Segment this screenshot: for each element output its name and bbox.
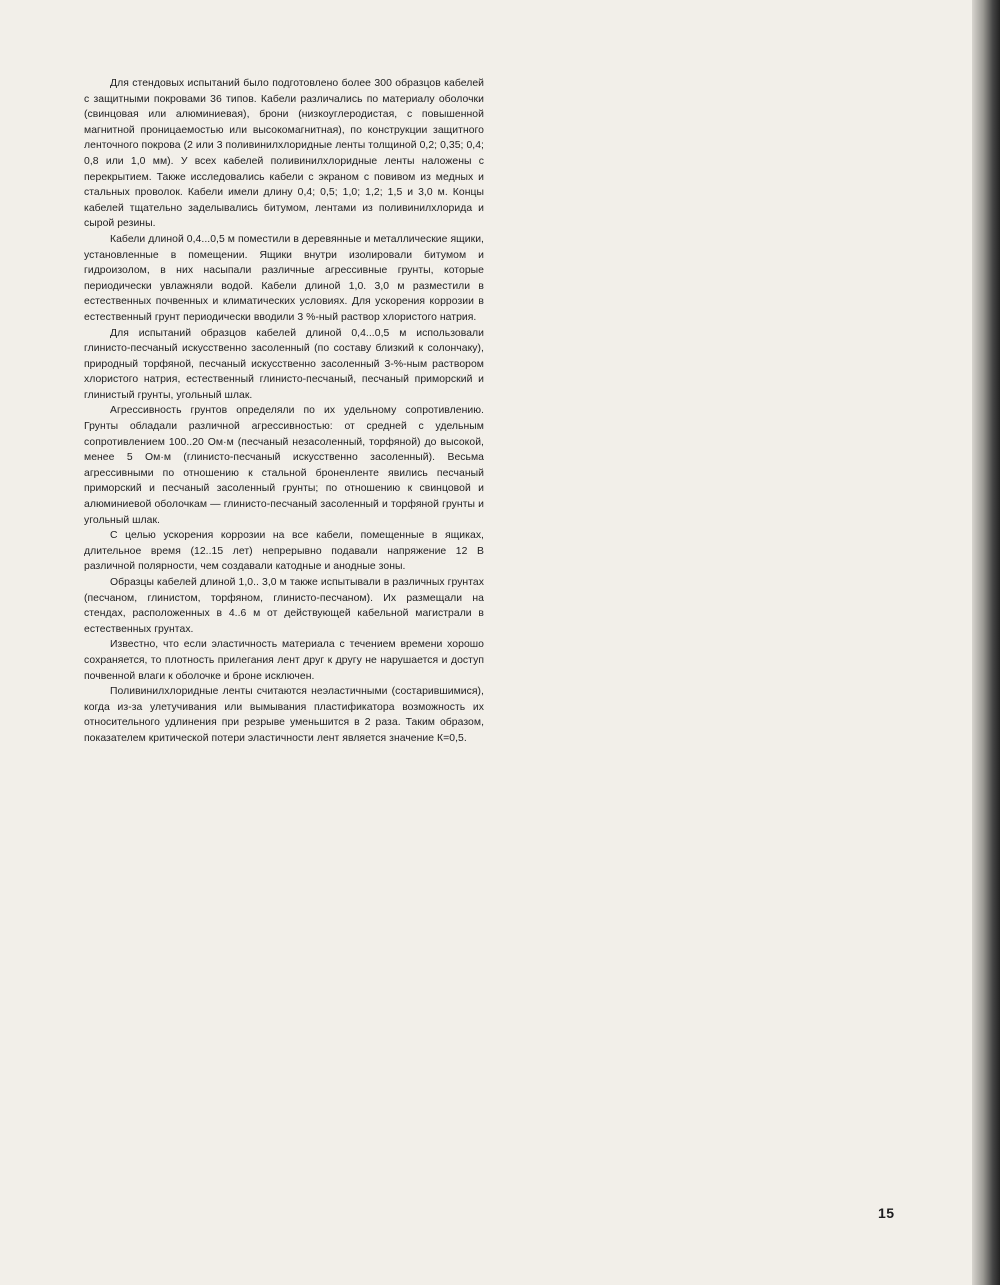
body-paragraph: Кабели длиной 0,4...0,5 м поместили в деревянные и металлические ящики, установленные в помещении. Ящики внутри изолировали битумом и гидроизолом, в них насыпали различные агрессивные грунты, которые периодически увлажняли водой. Кабели длиной 1,0. 3,0 м разместили в естественных почвенных и климатических условиях. Для ускорения коррозии в естественный грунт периодически вводили 3 %-ный раствор хлористого натрия.: [84, 233, 484, 323]
body-paragraph: Для испытаний образцов кабелей длиной 0,4...0,5 м использовали глинисто-песчаный искусственно засоленный (по составу близкий к солончаку), природный торфяной, песчаный искусственно засоленный 3-%-ным раствором хлористого натрия, естественный глинисто-песчаный, песчаный приморский и глинистый грунты, угольный шлак.: [84, 327, 484, 401]
magazine-page: [84, 76, 929, 1246]
body-paragraph: Агрессивность грунтов определяли по их удельному сопротивлению. Грунты обладали различной агрессивностью: от средней с удельным сопротивлением 100..20 Ом·м (песчаный незасоленный, торфяной) до высокой, менее 5 Ом·м (глинисто-песчаный искусственно засоленный). Весьма агрессивными по отношению к стальной броненленте явились песчаный приморский и песчаный засоленный грунты; по отношению к свинцовой и алюминиевой оболочкам — глинисто-песчаный засоленный и торфяной грунты и угольный шлак.: [84, 405, 484, 526]
body-paragraph: Поливинилхлоридные ленты считаются неэластичными (состарившимися), когда из-за улетучивания или вымывания пластификатора возможность их относительного удлинения при резрыве уменьшится в 2 раза. Таким образом, показателем критической потери эластичности лент является значение К=0,5.: [84, 686, 484, 744]
scan-edge-shadow: [972, 0, 1000, 1285]
body-paragraph: Для стендовых испытаний было подготовлено более 300 образцов кабелей с защитными покровами 36 типов. Кабели различались по материалу оболочки (свинцовая или алюминиевая), брони (низкоуглеродистая, с повышенной магнитной проницаемостью или высокомагнитная), по конструкции защитного ленточного покрова (2 или 3 поливинилхлоридные ленты толщиной 0,2; 0,35; 0,4; 0,8 или 1,0 мм). У всех кабелей поливинилхлоридные ленты наложены с перекрытием. Также исследовались кабели с экраном с повивом из медных и стальных проволок. Кабели имели длину 0,4; 0,5; 1,0; 1,2; 1,5 и 3,0 м. Концы кабелей тщательно заделывались битумом, лентами из поливинилхлорида и сырой резины.: [84, 78, 484, 230]
body-paragraph: Образцы кабелей длиной 1,0.. 3,0 м также испытывали в различных грунтах (песчаном, глинистом, торфяном, глинисто-песчаном). Их размещали на стендах, расположенных в 4..6 м от действующей кабельной магистрали в естественных грунтах.: [84, 577, 484, 635]
page-number: 15: [878, 1205, 895, 1221]
body-paragraph: Известно, что если эластичность материала с течением времени хорошо сохраняется, то плотность прилегания лент друг к другу не нарушается и доступ почвенной влаги к оболочке и броне исключен.: [84, 639, 484, 682]
body-paragraph: С целью ускорения коррозии на все кабели, помещенные в ящиках, длительное время (12..15 лет) непрерывно подавали напряжение 12 В различной полярности, чем создавали катодные и анодные зоны.: [84, 530, 484, 573]
left-column: [84, 76, 484, 1226]
right-column: [504, 76, 904, 1226]
